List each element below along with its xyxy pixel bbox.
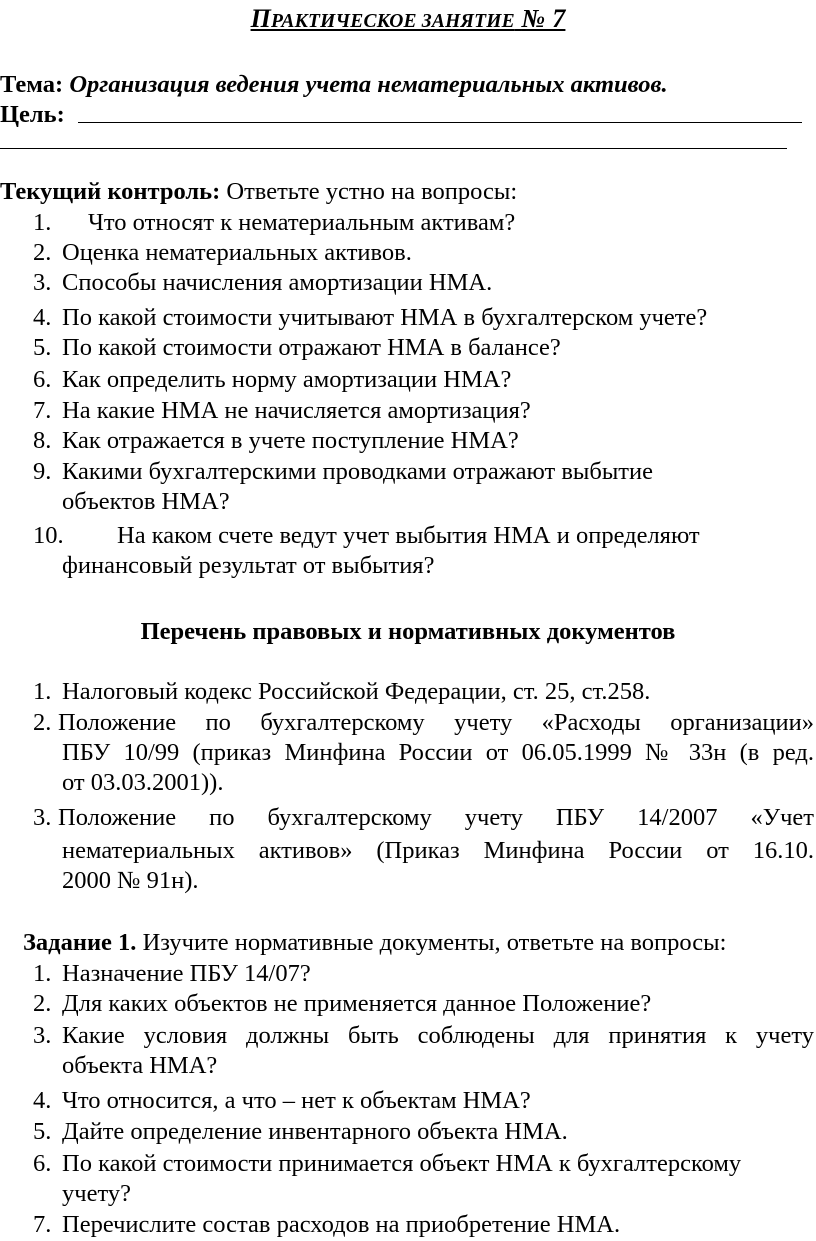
list-item-continuation: ПБУ 10/99 (приказ Минфина России от 06.05.1999 № 33н (в ред. bbox=[62, 739, 814, 766]
list-item-number: 1. bbox=[33, 960, 52, 987]
list-item-number: 2. bbox=[33, 239, 52, 266]
current-control-line bbox=[0, 177, 517, 207]
list-item: Какими бухгалтерскими проводками отражают выбытие bbox=[62, 458, 653, 485]
current-control-instruction: Ответьте устно на вопросы: bbox=[226, 178, 518, 205]
list-item-number: 7. bbox=[33, 1211, 52, 1238]
list-item-number: 1. bbox=[33, 209, 52, 236]
list-item-number: 5. bbox=[33, 334, 52, 361]
goal-underline-1 bbox=[78, 122, 802, 123]
list-item-number: 8. bbox=[33, 427, 52, 454]
list-item-continuation: учету? bbox=[62, 1180, 131, 1207]
documents-heading: Перечень правовых и нормативных документов bbox=[140, 618, 676, 645]
page-title bbox=[0, 4, 816, 37]
list-item-number: 2. bbox=[33, 990, 52, 1017]
list-item-continuation: нематериальных активов» (Приказ Минфина России от 16.10. bbox=[62, 837, 814, 864]
list-item: Как отражается в учете поступление НМА? bbox=[62, 427, 519, 454]
list-item: По какой стоимости учитывают НМА в бухгалтерском учете? bbox=[62, 304, 708, 331]
list-item: Способы начисления амортизации НМА. bbox=[62, 269, 493, 296]
list-item-number: 2. bbox=[33, 709, 52, 736]
list-item-number: 6. bbox=[33, 1150, 52, 1177]
list-item: Налоговый кодекс Российской Федерации, ст. 25, ст.258. bbox=[62, 678, 651, 705]
title-number: № 7 bbox=[521, 4, 566, 33]
task1-label: Задание 1. bbox=[23, 929, 137, 956]
list-item: Положение по бухгалтерскому учету ПБУ 14/2007 «Учет bbox=[58, 804, 814, 831]
list-item-number: 1. bbox=[33, 678, 52, 705]
title-rest: РАКТИЧЕСКОЕ ЗАНЯТИЕ bbox=[271, 11, 515, 32]
list-item-number: 9. bbox=[33, 458, 52, 485]
list-item: Назначение ПБУ 14/07? bbox=[62, 960, 311, 987]
list-item-number: 7. bbox=[33, 397, 52, 424]
list-item-number: 3. bbox=[33, 1022, 52, 1049]
goal-underline-2 bbox=[0, 148, 787, 149]
list-item: Для каких объектов не применяется данное Положение? bbox=[62, 990, 652, 1017]
list-item-continuation: финансовый результат от выбытия? bbox=[62, 552, 435, 579]
list-item-continuation: объектов НМА? bbox=[62, 488, 230, 515]
list-item: По какой стоимости отражают НМА в балансе? bbox=[62, 334, 561, 361]
list-item-continuation: 2000 № 91н). bbox=[62, 867, 199, 894]
list-item-number: 4. bbox=[33, 304, 52, 331]
list-item: Как определить норму амортизации НМА? bbox=[62, 366, 512, 393]
title-first-letter: П bbox=[250, 4, 271, 33]
list-item-number: 5. bbox=[33, 1118, 52, 1145]
list-item: Перечислите состав расходов на приобретение НМА. bbox=[62, 1211, 621, 1238]
list-item-continuation: объекта НМА? bbox=[62, 1052, 218, 1079]
list-item-number: 6. bbox=[33, 366, 52, 393]
topic-value: Организация ведения учета нематериальных активов. bbox=[69, 71, 668, 98]
topic-label: Тема: bbox=[0, 71, 64, 98]
list-item: Какие условия должны быть соблюдены для принятия к учету bbox=[62, 1022, 814, 1049]
list-item: Оценка нематериальных активов. bbox=[62, 239, 412, 266]
task1-instruction: Изучите нормативные документы, ответьте на вопросы: bbox=[142, 929, 727, 956]
list-item-continuation: от 03.03.2001)). bbox=[62, 769, 224, 796]
list-item: Что относят к нематериальным активам? bbox=[88, 209, 516, 236]
list-item: На каком счете ведут учет выбытия НМА и определяют bbox=[117, 522, 700, 549]
list-item: Дайте определение инвентарного объекта НМА. bbox=[62, 1118, 568, 1145]
current-control-label: Текущий контроль: bbox=[0, 178, 221, 205]
list-item-number: 3. bbox=[33, 804, 52, 831]
list-item: Положение по бухгалтерскому учету «Расходы организации» bbox=[58, 709, 814, 736]
list-item-number: 3. bbox=[33, 269, 52, 296]
list-item-number: 4. bbox=[33, 1087, 52, 1114]
goal-label: Цель: bbox=[0, 101, 65, 128]
list-item: По какой стоимости принимается объект НМА к бухгалтерскому bbox=[62, 1150, 742, 1177]
list-item: На какие НМА не начисляется амортизация? bbox=[62, 397, 531, 424]
list-item: Что относится, а что – нет к объектам НМА? bbox=[62, 1087, 531, 1114]
topic-line bbox=[0, 70, 668, 100]
task1-line bbox=[23, 928, 726, 958]
list-item-number: 10. bbox=[33, 522, 64, 549]
